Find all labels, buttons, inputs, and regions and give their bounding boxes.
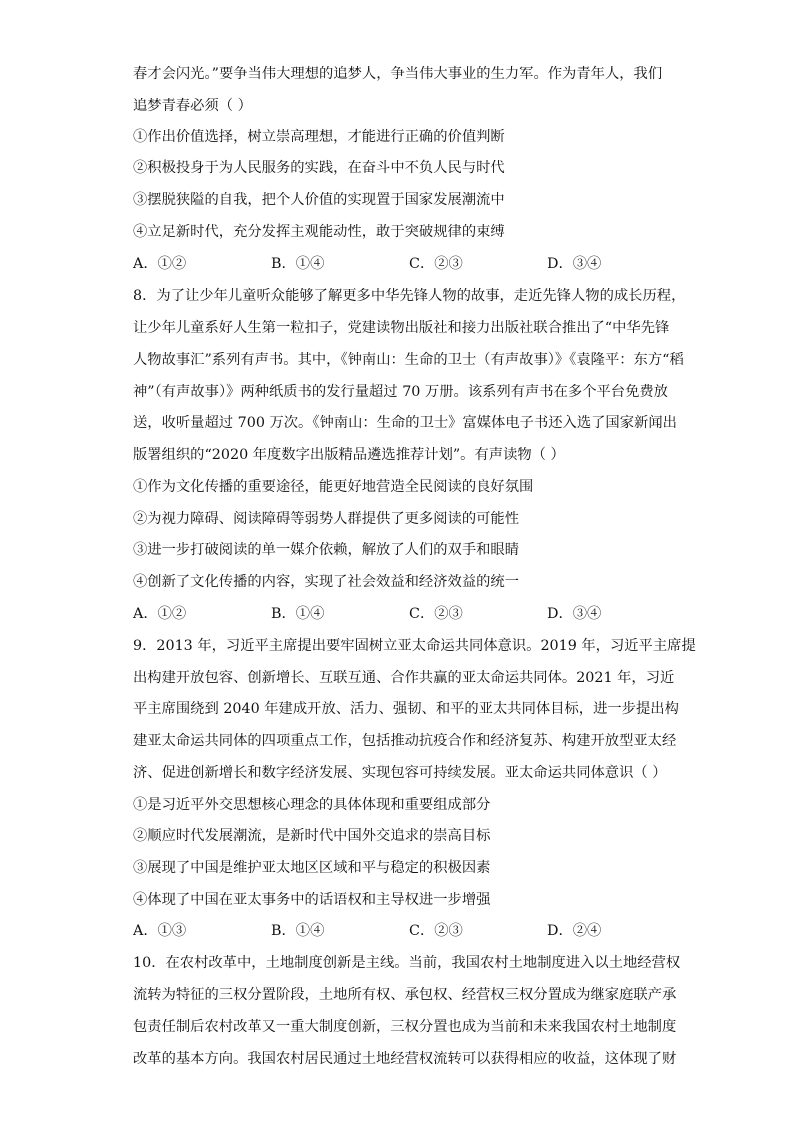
text-line: 神”（有声故事）》两种纸质书的发行量超过 70 万册。该系列有声书在多个平台免费放 <box>133 384 668 400</box>
option-d: D．③④ <box>547 256 602 272</box>
question-9-stem: 9．2013 年，习近平主席提出要牢固树立亚太命运共同体意识。2019 年，习近平主席提 <box>133 638 696 654</box>
text-line: 济、促进创新增长和数字经济发展、实现包容可持续发展。亚太命运共同体意识（ ） <box>133 765 667 781</box>
choice-statement: ④立足新时代，充分发挥主观能动性，敢于突破规律的束缚 <box>133 224 505 240</box>
text-line: 包责任制后农村改革又一重大制度创新，三权分置也成为当前和未来我国农村土地制度 <box>133 1019 677 1035</box>
choice-statement: ①作出价值选择，树立崇高理想，才能进行正确的价值判断 <box>133 129 505 145</box>
text-line: 让少年儿童系好人生第一粒扣子，党建读物出版社和接力出版社联合推出了“中华先锋 <box>133 320 670 336</box>
choice-statement: ①作为文化传播的重要途径，能更好地营造全民阅读的良好氛围 <box>133 479 534 495</box>
choice-statement: ②积极投身于为人民服务的实践，在奋斗中不负人民与时代 <box>133 160 505 176</box>
choice-statement: ②为视力障碍、阅读障碍等弱势人群提供了更多阅读的可能性 <box>133 511 520 527</box>
text-line: 人物故事汇”系列有声书。其中，《钟南山：生命的卫士（有声故事）》《袁隆平：东方“稻 <box>133 352 684 368</box>
question-10-stem: 10．在农村改革中，土地制度创新是主线。当前，我国农村土地制度进入以土地经营权 <box>133 955 681 971</box>
choice-statement: ①是习近平外交思想核心理念的具体体现和重要组成部分 <box>133 797 491 813</box>
text-line: 流转为特征的三权分置阶段，土地所有权、承包权、经营权三权分置成为继家庭联产承 <box>133 987 677 1003</box>
option-c: C．②③ <box>409 606 463 622</box>
text-line: 版署组织的“2020 年度数字出版精品遴选推荐计划”。有声读物（ ） <box>133 447 565 463</box>
option-a: A．①③ <box>133 923 187 939</box>
text-line: 出构建开放包容、创新增长、互联互通、合作共赢的亚太命运共同体。2021 年，习近 <box>133 670 675 686</box>
text-line: 建亚太命运共同体的四项重点工作，包括推动抗疫合作和经济复苏、构建开放型亚太经 <box>133 733 677 749</box>
option-c: C．②③ <box>409 923 463 939</box>
text-line: 春才会闪光。”要争当伟大理想的追梦人，争当伟大事业的生力军。作为青年人，我们 <box>133 66 663 82</box>
option-b: B．①④ <box>271 256 325 272</box>
choice-statement: ③进一步打破阅读的单一媒介依赖，解放了人们的双手和眼睛 <box>133 542 520 558</box>
question-8-stem: 8．为了让少年儿童听众能够了解更多中华先锋人物的故事，走近先锋人物的成长历程， <box>133 288 686 304</box>
text-line: 平主席围绕到 2040 年建成开放、活力、强韧、和平的亚太共同体目标，进一步提出构 <box>133 701 679 717</box>
choice-statement: ②顺应时代发展潮流，是新时代中国外交追求的崇高目标 <box>133 828 491 844</box>
option-c: C．②③ <box>409 256 463 272</box>
choice-statement: ③摆脱狭隘的自我，把个人价值的实现置于国家发展潮流中 <box>133 192 505 208</box>
text-line: 改革的基本方向。我国农村居民通过土地经营权流转可以获得相应的收益，这体现了财 <box>133 1051 677 1067</box>
choice-statement: ④创新了文化传播的内容，实现了社会效益和经济效益的统一 <box>133 574 520 590</box>
choice-statement: ④体现了中国在亚太事务中的话语权和主导权进一步增强 <box>133 892 491 908</box>
option-d: D．③④ <box>547 606 602 622</box>
option-a: A．①② <box>133 256 187 272</box>
choice-statement: ③展现了中国是维护亚太地区区域和平与稳定的积极因素 <box>133 860 491 876</box>
text-line: 追梦青春必须（ ） <box>133 98 252 114</box>
text-line: 送，收听量超过 700 万次。《钟南山：生命的卫士》富媒体电子书还入选了国家新闻出 <box>133 415 677 431</box>
option-b: B．①④ <box>271 606 325 622</box>
option-a: A．①② <box>133 606 187 622</box>
option-d: D．②④ <box>547 923 602 939</box>
option-b: B．①④ <box>271 923 325 939</box>
